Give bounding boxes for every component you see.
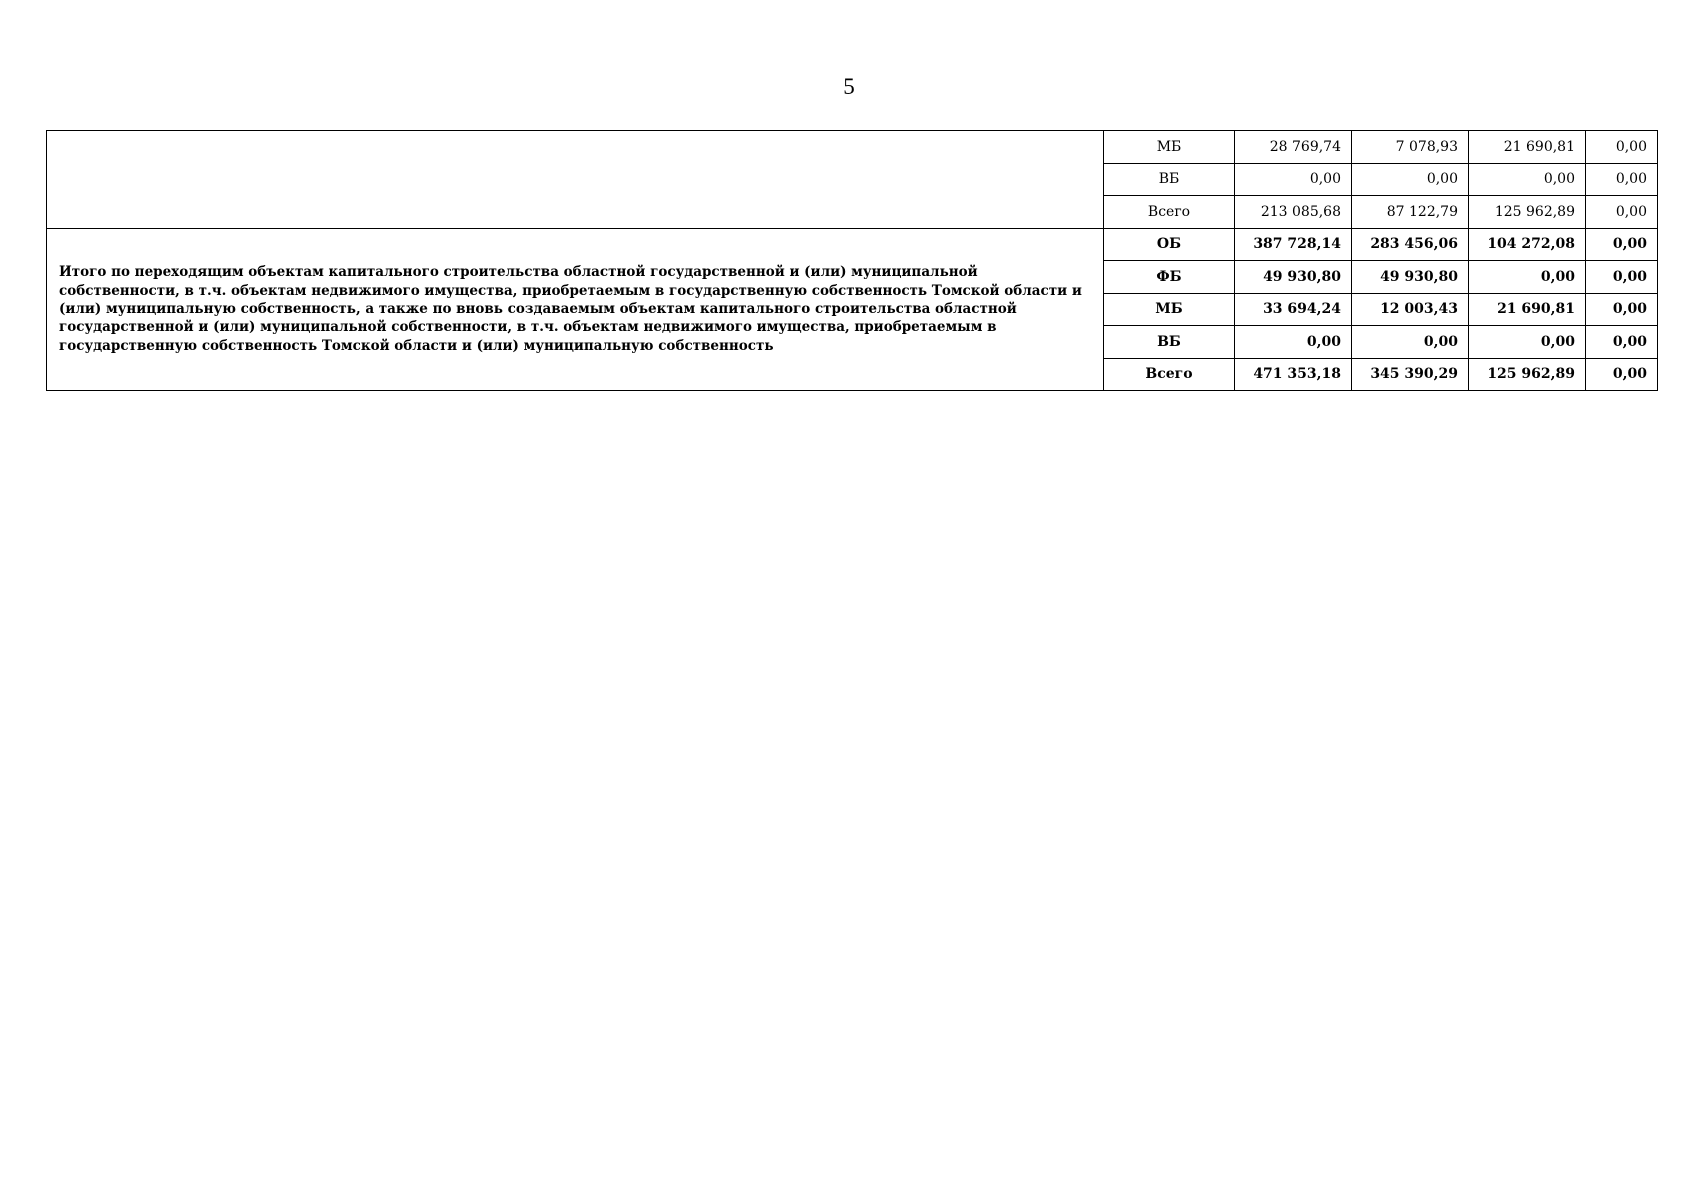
amount-cell: 104 272,08 [1469,228,1586,261]
funding-source: Всего [1104,196,1235,229]
table-row [47,131,1658,164]
amount-cell: 213 085,68 [1235,196,1352,229]
funding-source: ОБ [1104,228,1235,261]
amount-cell: 33 694,24 [1235,293,1352,326]
funding-source: ВБ [1104,326,1235,359]
amount-cell: 21 690,81 [1469,293,1586,326]
amount-cell: 0,00 [1469,261,1586,294]
amount-cell: 21 690,81 [1469,131,1586,164]
funding-source: ФБ [1104,261,1235,294]
funding-source: МБ [1104,293,1235,326]
table-row [47,228,1658,261]
amount-cell: 0,00 [1235,163,1352,196]
amount-cell: 0,00 [1586,196,1658,229]
budget-table [46,130,1658,391]
amount-cell: 0,00 [1586,228,1658,261]
amount-cell: 0,00 [1469,163,1586,196]
amount-cell: 0,00 [1586,358,1658,391]
amount-cell: 49 930,80 [1235,261,1352,294]
total-description: Итого по переходящим объектам капитального строительства областной государственной и (или) муниципальной собственности, в т.ч. объектам недвижимого имущества, приобретаемым в государственную собственность Томской области и (или) муниципальную собственность, а также по вновь создаваемым объектам капитального строительства областной государственной и (или) муниципальной собственности, в т.ч. объектам недвижимого имущества, приобретаемым в государственную собственность Томской области и (или) муниципальную собственность [47,228,1104,391]
amount-cell: 125 962,89 [1469,196,1586,229]
amount-cell: 283 456,06 [1352,228,1469,261]
amount-cell: 0,00 [1352,326,1469,359]
amount-cell: 345 390,29 [1352,358,1469,391]
amount-cell: 12 003,43 [1352,293,1469,326]
amount-cell: 49 930,80 [1352,261,1469,294]
amount-cell: 0,00 [1469,326,1586,359]
amount-cell: 0,00 [1586,163,1658,196]
funding-source: Всего [1104,358,1235,391]
amount-cell: 7 078,93 [1352,131,1469,164]
amount-cell: 0,00 [1586,326,1658,359]
amount-cell: 387 728,14 [1235,228,1352,261]
continued-description-cell [47,131,1104,229]
amount-cell: 0,00 [1235,326,1352,359]
amount-cell: 87 122,79 [1352,196,1469,229]
amount-cell: 0,00 [1586,261,1658,294]
page-number: 5 [843,74,855,99]
amount-cell: 28 769,74 [1235,131,1352,164]
amount-cell: 0,00 [1586,131,1658,164]
amount-cell: 0,00 [1352,163,1469,196]
amount-cell: 471 353,18 [1235,358,1352,391]
funding-source: МБ [1104,131,1235,164]
amount-cell: 125 962,89 [1469,358,1586,391]
funding-source: ВБ [1104,163,1235,196]
amount-cell: 0,00 [1586,293,1658,326]
